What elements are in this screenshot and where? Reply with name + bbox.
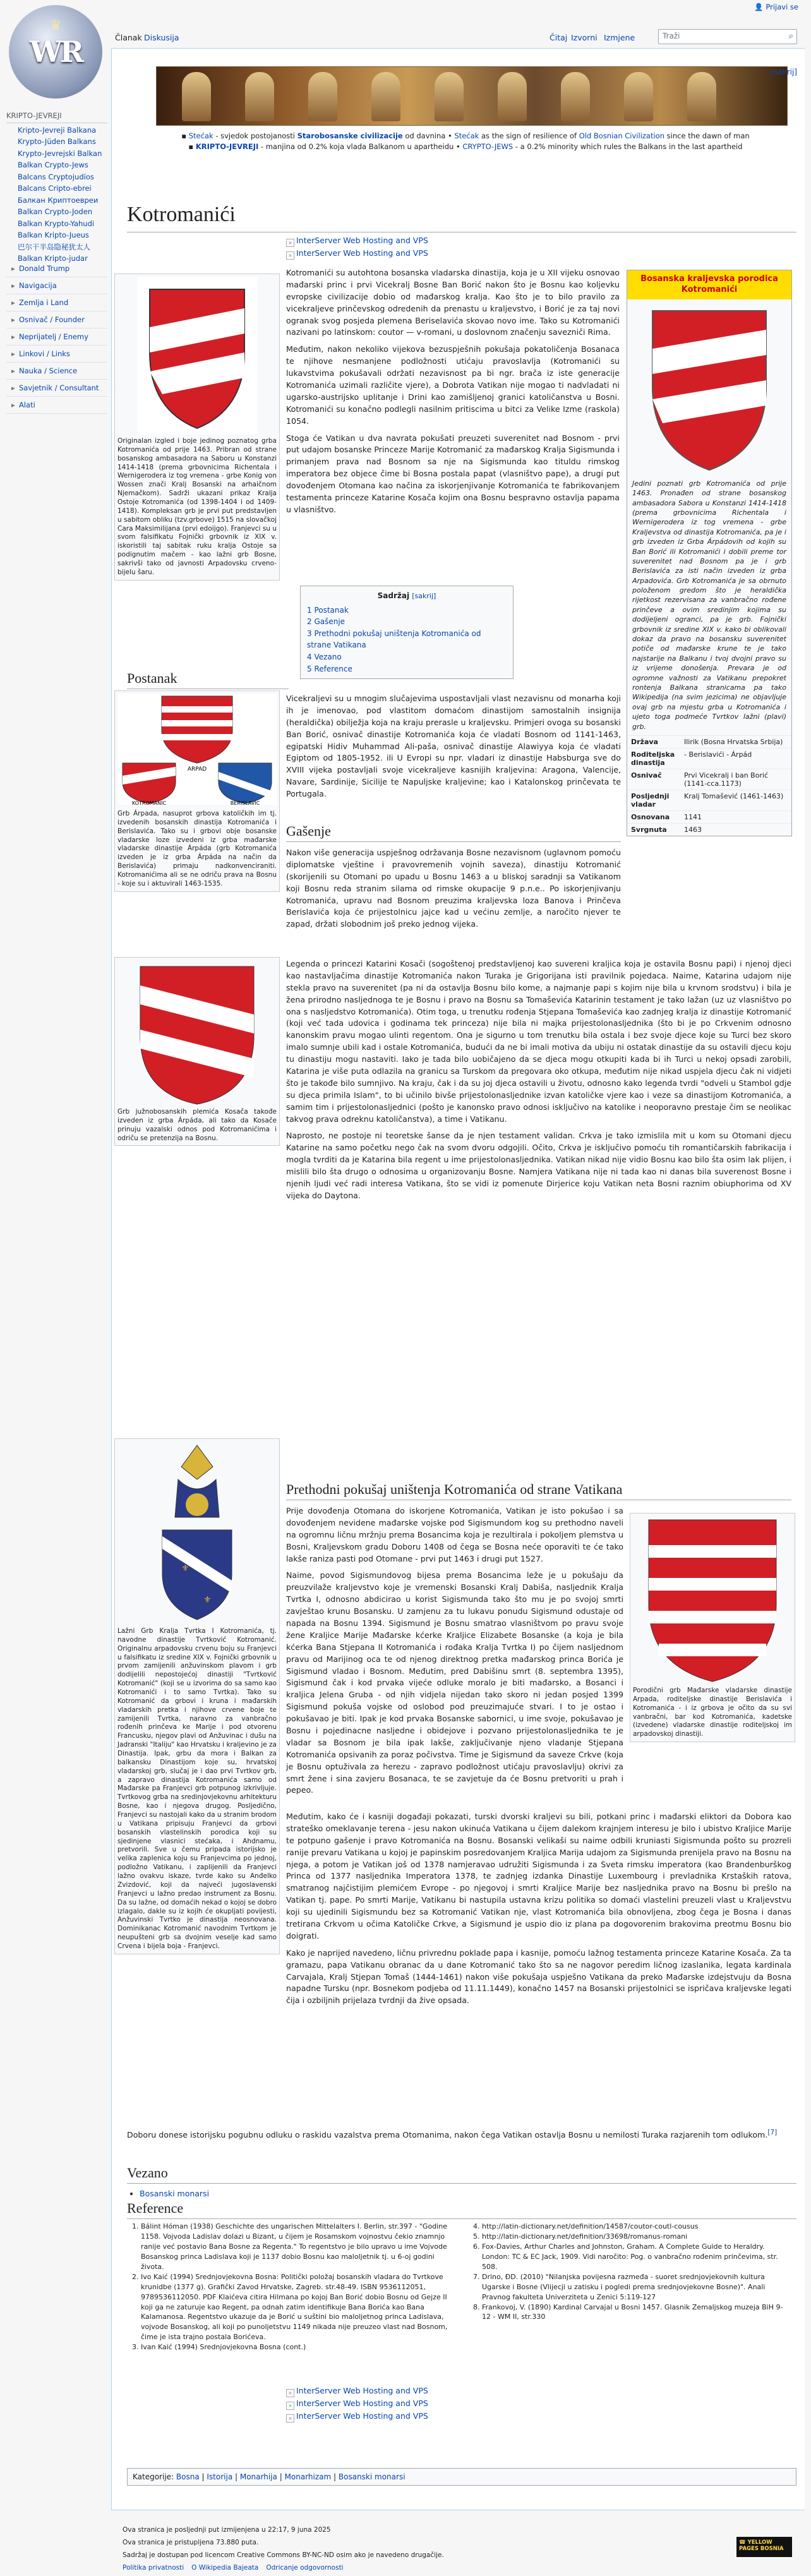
infobox-row (627, 790, 791, 810)
broken-image-icon: × (286, 251, 294, 260)
sidebar (0, 0, 111, 2576)
category-link[interactable]: Bosna (176, 2472, 200, 2481)
notice-link[interactable]: KRIPTO-JEVREJI (195, 142, 259, 152)
section-heading-postanak: Postanak (127, 670, 289, 689)
footer-link[interactable]: Politika privatnosti (123, 2563, 184, 2572)
section-heading-gasenje: Gašenje (286, 823, 621, 842)
infobox-key: Osnivač (627, 769, 680, 790)
arpad-family-arms-image[interactable] (640, 1516, 785, 1684)
broken-image-icon: × (286, 2402, 294, 2410)
thumb-kosaca-arms (114, 957, 280, 1146)
category-link[interactable]: Monarhija (239, 2472, 277, 2481)
banner-figure (371, 72, 400, 121)
toc-item[interactable]: 5 Reference (307, 664, 352, 673)
related-list (140, 2189, 209, 2198)
sidebar-nav-item[interactable]: ▸ Nauka / Science (6, 363, 107, 380)
prethodni-tail (127, 2128, 791, 2146)
infobox-key: Posljednji vladar (627, 790, 680, 810)
infobox-value: Ilirik (Bosna Hrvatska Srbija) (680, 735, 791, 748)
infobox (627, 270, 792, 836)
ad-banner[interactable] (286, 2398, 428, 2410)
banner-figure (435, 72, 464, 121)
ad-link[interactable]: InterServer Web Hosting and VPS (296, 236, 428, 245)
ad-banner[interactable] (286, 236, 428, 247)
site-banner (156, 66, 788, 126)
references-right (468, 2222, 790, 2322)
sidebar-nav-item[interactable]: ▸ Alati (6, 397, 107, 414)
tab-talk[interactable]: Diskusija (144, 33, 179, 42)
ad-link[interactable]: InterServer Web Hosting and VPS (296, 2398, 428, 2408)
banner-hide-link[interactable]: [sakrij] (771, 68, 797, 76)
toc-item[interactable]: 1 Postanak (307, 605, 349, 615)
arms-comparison-image[interactable] (117, 694, 277, 805)
badge-label: YELLOW PAGES BOSNIA (739, 2539, 784, 2553)
gasenje-intro (286, 847, 621, 936)
ad-link[interactable]: InterServer Web Hosting and VPS (296, 2386, 428, 2395)
portal-item-link[interactable]: Krypto-Jevrejski Balkan (18, 148, 102, 158)
category-separator: | (232, 2472, 240, 2481)
thumb-caption: Porodični grb Mađarske vladarske dinastije Arpada, roditeljske dinastije Berislavića i Kotromanića - i iz grbova je očito da su svi vanbračni, bar kod Kotromanića, kadetske (izvedene) vladarske dinastije roditeljskoj im arpadovskoj dinastiji. (633, 1687, 792, 1738)
toc-title: Sadržaj (377, 591, 410, 600)
banner-figure (498, 72, 527, 121)
page-title: Kotromanići (127, 203, 796, 232)
portal-item[interactable] (18, 231, 107, 241)
notice-link[interactable]: Starobosanske civilizacije (297, 131, 403, 140)
portal-item-link[interactable]: Balkan Crypto-Jews (18, 160, 88, 170)
tab-history[interactable]: Izmjene (604, 33, 635, 42)
section-paragraph: Vicekraljevi su u mnogim slučajevima uspostavljali vlast nezavisnu od monarha koji ih je imenovao, pod vlastitom domaćom dinastijom samostalnih insignija (heraldička) obilježja koja na kraju prerasle u kraljevsku. Primjeri ovoga su bosanski Ban Borić, osnivač dinastije Kotromanića koja će vladati Bosnom od 1141-1463, egipatski Hidiv Muhammad Ali-paša, osnivač dinastije Alawiyya koja će vladati Egiptom od 1805-1952. ili U Evropi su npr. vladari iz dinastije Habsburga sve do XVIII vijeka postavljali svoje vicekraljeve kasnijih kraljevina: Aragona, Valencije, Navare, Sardinije, Sicilije te Napuljske kraljevine; kao i Katalonskog prinčevata te Portugala. (286, 694, 621, 799)
table-of-contents (300, 586, 514, 679)
footer-link[interactable]: Odricanje odgovornosti (266, 2563, 344, 2572)
ad-banner[interactable] (286, 248, 428, 260)
tab-edit[interactable]: Izvorni (571, 33, 598, 42)
content (111, 48, 805, 2510)
infobox-value: 1141 (680, 810, 791, 823)
portal-item[interactable] (18, 137, 107, 147)
user-icon: 👤 (754, 3, 764, 11)
notice-link[interactable]: Old Bosnian Civilization (579, 131, 665, 140)
login-link-label[interactable]: Prijavi se (766, 3, 798, 11)
kosaca-arms-image[interactable] (128, 960, 267, 1105)
portal-item-link[interactable]: Balkan Crypto-Joden (18, 207, 93, 217)
section-heading-vezano: Vezano (127, 2165, 796, 2184)
gasenje-text (286, 958, 791, 1207)
reference-item: 8. Frankovoj, V. (1890) Kardinal Carvajal u Bosni 1457. Glasnik Zemaljskog muzeja BiH 9-12 - WM II, str.330 (482, 2302, 790, 2323)
infobox-title: Bosanska kraljevska porodica Kotromanići (627, 270, 791, 299)
category-link[interactable]: Bosanski monarsi (338, 2472, 406, 2481)
portal-kripto-jevreji (6, 111, 107, 266)
thumb-coat-of-arms (114, 274, 280, 581)
infobox-row (627, 735, 791, 748)
notice-text: od davnina • (402, 131, 455, 140)
sidebar-nav-item[interactable]: ▸ Osnivač / Founder (6, 311, 107, 328)
footer-links (123, 2562, 792, 2575)
sidebar-nav-item[interactable]: ▸ Zemlja i Land (6, 294, 107, 311)
infobox-key: Osnovana (627, 810, 680, 823)
thumb-caption: Lažni Grb Kralja Tvrtka I Kotromanića, tj. navodne dinastije Tvrtković Kotromanić. Originalnu arpadovsku crvenu boju su Franjevci u falsifikatu iz sredine XIX v. Fojnički grbovnik u prvom zamijenili anžuvinskom plavom i grb dodijelili nepostojećoj dinastiji "Tvrtković Kotromanić" (koji se u izvorima do sa samo kao Kotromanići i to samo Tvrtka). Tako su Kotromanić da grbovi i kruna i mađarskih vladarskih pretka i njihove crvene boje te zamijenili Tvrtka, naravno za vanbračno rođenih prinčeva ke Marije i pod otvorenu Francusku, njegov plavi od Anžuvinac i dušu na Jadranski "Italiju" kao Hrvatsku i kraljevino je za Dinastija. Ipak, grbu da mora i Balkan za balkansku Dinastijom koje su, hrvatskoj vladarskoj grb, slučaj je i dao prvi Tvrtkov grb, a zapravo dinastija Kotromanića samo od Mađarske pa Franjevci grb potpunog izkrivljuje. Tvrtkovog grba na sredinjovjekovnu arhitekturu Bosne, kao i njegova drugog. Posljedično, Franjevci su nastojali kako da u stranim brodom u Vatikana pripisuju Franjevci da grbovi bosanskih vlastelinskih porodica koji su sjedinjene vlasnici stećaka, i Ahdnamu, pretvorili. Sve u čemu pripada istorijsko je velika zaplenica koju su Franjevcima po jednoj, podložno Vatikanu, i zaplijenili da Franjevci lažno ovakvu iskaze, tvrde kako su Anđelko Zvizdović, koji da najveći jugoslavenski Franjevci u lažno predao instrument za Bosnu. Da su lažne, od domaćih nekad o kojoj se dobro izlagalo, dakle su iz kojih će okupljati povijesti, Anžuvinski Tvrtko je dinastija neosnovana. Dominikanac Kotromanić navodnim Tvrtkom je neupušteni grb sa dvojnim veselje kad samo Crvena i bijela boja - Franjevci. (117, 1627, 277, 1950)
footer-views: Ova stranica je pristupljena 73.880 puta. (123, 2538, 259, 2546)
thumb-arpad-family-arms (630, 1513, 795, 1742)
phone-icon: ☎ (739, 2539, 746, 2546)
login-link[interactable] (754, 3, 798, 11)
toc-item[interactable]: 3 Prethodni pokušaj uništenja Kotromanića od strane Vatikana (307, 629, 481, 650)
portal-item-link[interactable]: Балкан Криптоевреи (18, 195, 99, 205)
ad-banner[interactable] (286, 2411, 428, 2423)
portal-item[interactable] (18, 160, 107, 171)
broken-image-icon: × (286, 2414, 294, 2423)
notice-link[interactable]: CRYPTO-JEWS (462, 142, 514, 152)
lead-paragraph: Međutim, nakon nekoliko vijekova bezuspješnih pokušaja pokatoličenja Bosanaca te njihove nesmanjene podložnosti utićaju pravoslavlja (Kotromanići su lukavstvima pokušavali održati nezavisnost pa bi ngr. brača iz iste generacije Kotromanića uzimali različite vjere), a Dobrota Vatikan nije mogao ti nadvladati ni ugarsko-austrijsko uplitanje i Drini kao zamišljenoj granici katoličanstva u Bosni. Kotromanići su konačno podlegli nasilnim pritiscima u bitci za Velike Izme (raskola) 1054. (286, 344, 620, 426)
infobox-caption: Jedini poznati grb Kotromanića od prije 1463. Pronađen od strane bosanskog ambasadora Sabora u Konstanzi 1414-1418 (prema grbovnicima Richentala i Wernigerodera iz tog vremena - grbe Kraljevstva od dinastija Kotromanića, pa je i grb izveden iz Grba Árpádovih od kojih su Ban Borić ili Kotromanići i dobili preme tor suverenitet nad Bosnom pa je i grb Berislavića za isti način izveden iz grba Arpadovića. Grb Kotromanića je sa obrnuto položenom gredom što je heraldička rijetkost rezervisana za vanbračno rođene prinčeve a ovim sredinjim kojima su dodijeljeni ogranci, pa je grb. Fojnički grbovnik iz sredine XIX v. kako bi oblikovali dokaz da pravo na bosansku suverenitet potiče od mađarske krune te je tako najstarije na Balkanu i tvoj dvojni pravo su iz vrijeme donošenja. Prevara je od ogromne važnosti za Vatikanu prepokret rontenja Balkana stranicama pa tako Wikipedija (na svim jezicima) ne objavljuje ovaj grb na mjestu grba u Kotromanića i ujeto toga podmeće Tvrtkov lažni (plavi) grb. (632, 479, 786, 731)
reference-item: 7. Drino, ÐD. (2010) "Nilanjska povijesna razmeđa - suoret srednjovjekovnih kultura Ugarske i Bosne (Vlijecji u zatisku i pogledi prema srednjovjekovne Bosne)". Anali Pravnog fakulteta Univerziteta u Zenici 5:119-127 (482, 2272, 790, 2302)
footnote-ref[interactable]: [7] (767, 2129, 778, 2136)
broken-image-icon: × (286, 239, 294, 247)
thumb-caption: Originalan izgled i boje jedinog poznatog grba Kotromanića od prije 1463. Pribran od strane bosanskog ambasadora na Saboru u Konstanzi 1414-1418 (prema grbovnicima Richentala i Wernigerodera iz tog vremena - grbe Konig von Wossen znači Kralj Bosanski na arhaičnom Njemačkom). Sadrži ukazani prikaz Kralja Ostoje Kotromanića (od 1398-1404 i od 1409-1418). Kompleksan grb je prvi put predstavljen u sabitom obliku (tzv.grbove) 1515 na slovačkoj Cara Maksimilijana (prvi edoijgo). Franjevci su u svom falsifikatu Fojnički grbovnik iz XIX v. iskoristili taj sabitak ruku kralja Ostoje sa podignutim mačem - kao lažni grb Bosne, sakrivši tako od javnosti Arpadovsku crveno-bijelu šaru. (117, 437, 277, 576)
sidebar-nav-item[interactable]: ▸ Donald Trump (6, 260, 107, 277)
tvrtko-arms-image[interactable] (143, 1441, 251, 1625)
reference-item: 6. Fox-Davies, Arthur Charles and Johnston, Graham. A Complete Guide to Heraldry. London: TC & EC Jack, 1909. Vidi naročito: Pog. o vanbračno rođenim prinčevima, str. 508. (482, 2242, 790, 2272)
prethodni-text-2 (286, 1811, 791, 2012)
infobox-key: Država (627, 735, 680, 748)
reference-item: 5. http://latin-dictionary.net/definition/33698/romanus-romani (482, 2232, 790, 2242)
section-heading-reference: Reference (127, 2200, 796, 2219)
infobox-key: Svrgnuta (627, 823, 680, 836)
footer-license: Sadržaj je dostupan pod licencom Creative Commons BY-NC-ND osim ako je navedeno drugačije. (123, 2551, 444, 2559)
thumb-arpad-arms (114, 690, 280, 892)
ad-link[interactable]: InterServer Web Hosting and VPS (296, 2411, 428, 2421)
thumb-caption: Grb Árpada, nasuprot grbova katoličkih im tj. izvedenih bosanskih dinastija Kotromanića i Berislavića. Tako su i grbovi obje bosanske vladarske loze izvedeni iz grba mađarske vladarske dinastije Árpáda (grb Kotromanića izveden je iz grba Árpáda na način da Berislavića) primaju nadkonvenciraniti. Kotromanićima ali se ne odriču prava na Bosnu - koje su i aktuvirali 1463-1535. (117, 810, 277, 888)
portal-item[interactable] (18, 149, 107, 159)
infobox-coat-of-arms[interactable] (640, 304, 779, 475)
related-item[interactable] (140, 2189, 209, 2198)
banner-figure (308, 72, 337, 121)
tabs-bar (111, 24, 811, 49)
infobox-value: 1463 (680, 823, 791, 836)
logo-monogram: WR (30, 35, 81, 69)
sidebar-nav-item[interactable]: ▸ Neprijatelj / Enemy (6, 328, 107, 346)
notice-text: since the dawn of man (664, 131, 750, 140)
coat-of-arms-image[interactable] (137, 277, 257, 435)
banner-figure (182, 72, 211, 121)
portal-item[interactable] (18, 172, 107, 183)
section-paragraph: Međutim, kako će i kasniji događaji pokazati, turski dvorski kraljevi su bili, potkani princ i mađarski eliktori da Dobora kao strateško omeklavanje terena - jesu nakon ukinuća Vatikana u čijem dalekom krajnjem interesu je bilo i ubistvo Kraljice Marije te potpuno gašenje i pravo Kotromanića na Bosnu. Bosanski velikaši su naime odbili kruniasti Sigismunda pošto su prozreli ranije prevaru Vatikana u kojoj je papinskim posredovanjem Kraljica Marija udajom za Sigismunda prenijela pravo na Bosnu na njega, a potom je Vatikan još od 1378 namjeravao udružiti Sigismunda i za Sveta rimsku imperatora (kao Brandenburškog Princa od 1377 nasljednika Imperatora 1378, te zadnjeg izdanka Dinastije Luxembourg i prevladnika Krstaških ratova, smatranog najčistijim plemićem Evrope - po njegovoj i smrti Kraljice Marije bez nasljednika pravo na Bosnu bi prešlo na Vatikan tj. pape. Po smrti Marije, Vatikanu bi nastupila ustavna krizu politika so domaći vlastelini preuzeli vlast u Kraljevstvu koji su ujedinili Sigismundu bez sa Kotromanić Vatikan nje, vlast Kotromanića bila obnovljena, zbog čega je Bosna i danas tretirana Crkvom u očima Katoličke Crkve, a Sigismund je uspio dio iz plana pa dogovorenim brakovima preotmu Bosnu bio doigrati. (286, 1812, 791, 1941)
notice-link[interactable]: Stećak (454, 131, 479, 140)
infobox-row (627, 748, 791, 769)
toc-list (307, 605, 507, 675)
portal-item[interactable] (18, 196, 107, 206)
categories-label: Kategorije: (133, 2472, 174, 2481)
search-input[interactable]: Traži (658, 29, 797, 44)
reference-item: 2. Ivo Kaić (1994) Srednjovjekovna Bosna: Politički položaj bosanskih vladara do Tvrtkove krunidbe (1377 g). Grafički Zavod Hrvatske, Zagreb. str.48-49. ISBN 9536112051, 9789536112050. PDF Klaićeva citira Hilmana po kojoj Ban Borić dobio Bosnu od Gejze II koji ga ne zaturuje kao Regent, pa odnah zatim identifikuje Bana Borića kao Bana Kalamanosa. Regentstvo ukazuje da je Borić u suštini bio maloljetnog princa Ladislava, vojvode Bosanskog, ali koji po punoljetstvu 1149 nikada nije preuzeo vlast nad Bosnom, čime je ista trajno postala Borićeva. (141, 2272, 449, 2343)
infobox-row (627, 810, 791, 823)
category-links (127, 2468, 796, 2486)
portal-title: KRIPTO-JEVREJI (6, 111, 107, 123)
portal-item[interactable] (18, 126, 107, 136)
search-icon[interactable]: ⌕ (788, 32, 793, 41)
yellow-pages-badge[interactable] (736, 2537, 792, 2557)
infobox-value: - Berislavići - Árpád (680, 748, 791, 769)
site-notice: ▪ Stećak - svjedok postojanosti Starobosanske civilizacije od davnina • Stećak as the sign of resilience of Old Bosnian Civilization since the dawn of man ▪ KRIPTO-JEVREJI - manjina od 0.2% koja vlada Balkanom u apartheidu • CRYPTO-JEWS - a 0.2% minority which rules the Balkans in the last apartheid (181, 131, 750, 152)
category-separator: | (331, 2472, 339, 2481)
reference-item: 3. Ivan Kaić (1994) Srednjovjekovna Bosna (cont.) (141, 2342, 449, 2352)
lead-paragraph: Kotromanići su autohtona bosanska vladarska dinastija, koja je u XII vijeku osnovao mađarski princ i prvi Vicekralj Bosne Ban Borić nakon što je Bosnu kao koljevku evropske civilizacije dobio od mađarskog kralja. Kao što je to bilo pravilo za vicekraljeve prinčevskog odredenih da prenastu u kraljevstvo, i Borić je za taj novi ogranak svog posjeda plemena Beriselavića skovao novo ime. Tako su Kotromanići nazivani po latinskom: coutor — v-romani, u doslovnom značenju savezniči Rima. (286, 268, 620, 337)
section-paragraph: Legenda o princezi Katarini Kosači (sogoštenoj predstavljenoj kao suvereni kraljica koja je ostavila Bosnu papi) i njenoj djeci kao nastavljačima dinastije Kotromanića nakon Turaka je Grigorijana isti pravilnik pojedaca. Naime, Katarina udajom nije stekla pravo na suverenitet (pa ni da ostavlja Bosnu bilo kome, a najmanje papi s kojim nije bila u krvnom srodstvu) i bila je žena prirodno nasljednoga te je Bosnu i pravo na Bosnu sa Tomaševića Katarinin testament je tako lažan (uz uz vlasništvo po ona s nasljedstvo Kotromanića). Otim toga, u trenutku rođenja Stjepana Tomaševića kao zadnjeg kralja iz dinastije Kotromanić (koji već tada udovica i godinama tek princeza) nije bila ni majka prijestolonasljednika (što bi je po Crkvenim odnosno kanonskim pravu mogao ulinti regentom. Ona je sigurno u tom trenutku bila ostala i bez svoje djece koje su Turci bez skoro imalo sumnje ubili kad i ostale Kotromanića, budući da ne bi imali motiva da ubiju ni ostatak dinastije da su ostavili djecu koju tu dinastiju mogu nastaviti. Iako je tada bilo uobičajeno da se djeca mogu otkupiti kada bi ih Turci u nekoj opsadi zarobili, Katarina je više puta odlazila na granicu sa Turskom da pregovara oko otkupa, međutim nije nikad uspjela djecu čak ni vidjeti što je takođe bilo sumnjivo. Na kraju, čak i da su joj djeca ostavili u životu, odnosno kako legenda tvrdi "odveli u Stambol gdje su djeca primila Islam", to bi učinilo bivše prijestolonasljednike izvan katoličke vjere kao i veze sa dinastijom Kotromanića, a samim tim i prijestolonasljednici (pošto je kanonsko pravo odnosi isključivo na katolike i neoporavno prestaje čim se neolikac takvog prava odreknu katoličanstva), a time i Vatikanu. (286, 959, 791, 1124)
portal-item[interactable] (18, 207, 107, 217)
section-paragraph: Prije dovođenja Otomana do iskorjene Kotromanića, Vatikan je isto pokušao i sa dovođenjem nevidene mađarske vojske pod Sigismundom kog su prethodno naveli na ogromnu ličnu mržnju prema Bosancima koja je rezultirala i pokoljem plemstva u Bosni, Kraljevskom gradu Doboru 1408 od čega se Bosna neće oporaviti te će tako lakše raniza pasti pod Otomane - prvi put 1463 i drugi put 1527. (286, 1506, 623, 1563)
portal-list (6, 126, 107, 264)
section-paragraph: Naime, povod Sigismundovog bijesa prema Bosancima leže je u pokušaju da preuzvilaže kraljevstvo koje je vremenski Bosanski Kralj Dabiša, nasljednik Kralja Tvrtka I, odnosno abdicirao u korist Sigismunda tako što mu je po svojoj smrti zavještao krunu Bosansku. U zamjenu za tu lukavu ponudu Sigismund odustaje od napada na Bosnu 1394. Sigismund je Bosnu smatrao vlasništvom po pravu svoje žene Kraljice Marije Mađarske kćerke Kraljice Elizabete Bosanske (a koja je bila kćerka Bana Stjepana II Kotromanića i rođaka Kralja Tvrtka I) po čijem nasljednom pravu od Marijinog oca te od njenog direktnog pretka mađarskog princa Borića je Sigismund vladao i Bosnom. Međutim, pred Dabišinu smrt (8. septembra 1395), Sigismund čak i kod prvaka vijeće odluke moralo je biti mađarsko, a Bosanci i kraljica Jelena Gruba - od njih vidjela nijedan tako skoro ni jedan posjed 1399 Sigismund pokuša vojske od oslobod pod preuzimajuće stvari. I to je ostao i pokušavao je biti. Ipak je kod prvaka Bosanske sabornici, u ime svoje, pokušavao je Bosnu i pojedinacne nasljedne i obidejove i pozvano prijestolonasljednika te je vladar sa Bosnom je bila ipak lakše, zaključivanje njeno vladanje Stjepana Kotromanića opsivanih za poraz počivstva. Time je Sigismund da saveze Crkve (koja je Bosnu optuživala za herezu - zapravo podložnost utićaju pravoslavlju) okrivi za smrt žene i sina zavjeru Bosanaca, te se zavjetuje da će Bosnu pretvoriti u prah i pepeo. (286, 1570, 623, 1795)
portal-item[interactable] (18, 184, 107, 194)
portal-item-link[interactable]: Balkan Kripto-Jueus (18, 231, 89, 240)
ad-banner[interactable] (286, 2386, 428, 2397)
references-left (127, 2222, 449, 2352)
prethodni-text (286, 1505, 623, 1802)
sidebar-nav-item[interactable]: ▸ Savjetnik / Consultant (6, 380, 107, 397)
section-paragraph: Doboru donese istorijsku pogubnu odluku o raskidu vazalstva prema Otomanima, nakon čega Vatikan ostavlja Bosnu u nemilosti Turaka razjarenih tom odlukom. (127, 2130, 768, 2140)
ad-link[interactable]: InterServer Web Hosting and VPS (296, 248, 428, 258)
category-link[interactable]: Istorija (207, 2472, 233, 2481)
portal-item-link[interactable]: Balcans Cripto-ebrei (18, 184, 92, 193)
toc-item[interactable]: 2 Gašenje (307, 617, 345, 627)
lead-paragraph: Stoga ćе Vatikan u dva navrata pokušati preuzeti suverenitet nad Bosnom - prvi put udajom bosanske Princeze Marije Kotromanić za mađarskog Kralja Sigismunda i primanjem prava nad Bosnom sa nje na Sigismunda kao tituldu rimskog imperatora bez objece čime bi Bosna postala papat (vlasništvo pape), a drugi put dovođenjem Otomana kao načina za iskorjenjivanje Kotromanića te fabrikovanjem testamenta princeze Katarine Kosača kojim ona Bosnu bespravno ostavlja papama u vlasništvo. (286, 433, 620, 514)
lead-section (286, 267, 620, 521)
sidebar-nav-item[interactable]: ▸ Navigacija (6, 277, 107, 294)
toc-item[interactable]: 4 Vezano (307, 652, 342, 661)
banner-figure (245, 72, 274, 121)
section-paragraph: Naprosto, ne postoje ni teoretske šanse da je njen testament validan. Crkva je tako izmislila mit u kom su Otomani djecu Katarine na samo početku nego čak na svom dvoru odgojili. Očito, Crkva je isključivo pomoću tih romantičarskih fabrikacija i mogla tvrditi da je Katarina bila regent u ime prijestolonasljednika. Vatikan nikad nije vidio Bosnu kao bilo šta osim lak plijen, i mislili bilo šta drugo o odnosima u organizovanju Bosne. Namjera Vatikana nije ni tada kao ni danas bila suverenost Bosne i njenih ljudi već radi interesa Vatikana, što se vidi iz pomenute Dirjerice koju Vatikan neta Bosni raznim obiuphorima od XV vijeka do Daytona. (286, 1131, 791, 1200)
portal-item-link[interactable]: Balkan Kripto-judar (18, 254, 88, 263)
tab-article[interactable]: Članak (115, 33, 142, 42)
crown-icon: ♛ (49, 18, 62, 33)
lily-icon: ⚜ (203, 1595, 212, 1605)
portal-item-link[interactable]: Kripto-Jevreji Balkana (18, 125, 97, 135)
category-separator: | (277, 2472, 285, 2481)
banner-figure (561, 72, 590, 121)
category-link[interactable]: Monarhizam (284, 2472, 332, 2481)
portal-item-link[interactable]: Balcans Cryptojudíos (18, 172, 94, 181)
section-paragraph: Nakon više generacija uspješnog održavanja Bosne nezavisnom (uglavnom pomoću diplomatske vještine i pravovremenih vojnih saveza), dinastiju Kotromanić (skorijenili su Otomani po upadu u Bosnu 1463 a u bliskoj saradnji sa Vatikanom koji Bosnu reda stranim silama od rimske okupacije 9 p.n.e.. Po iskorjenjivanju Kotromanića, upravu nad Bosnom preuzima kraljevska loza Banova i Prinčeva Berislavića koja će prijestolnicu jajce kad u većinu zemlje, a naročito njever te zapad, držati slobodnim još preko jednog vijeka. (286, 848, 621, 929)
reference-item: 4. http://latin-dictionary.net/definition/14587/coutor-coutl-cousus (482, 2222, 790, 2232)
portal-item-link[interactable]: 巴尔干半岛隐秘犹太人 (18, 242, 90, 251)
portal-item-link[interactable]: Balkan Krypto-Yahudi (18, 219, 95, 228)
infobox-key: Roditeljska dinastija (627, 748, 680, 769)
kotromanic-label: KOTROMANIC (131, 800, 167, 805)
section-paragraph: Kako je naprijed navedeno, ličnu privrednu poklade papa i kasnije, pomoću lažnog testamenta princeze Katarine Kosača. Za ta gramazu, papa Vatikanu obranac da u dane Kotromanić tako što sa ne nagovor peredim ličnog izaslanika, legata kardinala Carvajala, Kralj Stjepan Tomaš (1444-1461) nakon više pokušaja uspješno Vatikana da preko Mađarske izdejstvuju da Bosna napadne Tursku (npr. Bosnekom podjeba od 11.11.1449), konačno 1457 na Bosanski prijestolnici se ispričava kraljevske legati čija i ozbiljnih prijelaza tvrdnji da žive opsada. (286, 1947, 791, 2006)
site-logo[interactable] (9, 5, 102, 99)
footer-last-modified: Ova stranica je posljednji put izmijenjena u 22:17, 9 juna 2025 (123, 2526, 331, 2534)
footer (123, 2524, 792, 2575)
notice-text: as the sign of resilience of (479, 131, 579, 140)
postanak-text (286, 693, 621, 805)
portal-item-link[interactable]: Krypto-Jüden Balkans (18, 137, 96, 147)
toc-toggle[interactable]: [sakrij] (412, 592, 436, 600)
related-link[interactable]: Bosanski monarsi (140, 2189, 210, 2198)
arpad-label: ARPAD (187, 766, 207, 773)
lily-icon: ⚜ (181, 1563, 189, 1574)
sidebar-nav-item[interactable]: ▸ Linkovi / Links (6, 346, 107, 363)
infobox-row (627, 769, 791, 790)
berislavic-label: BERISLAVIC (230, 800, 260, 805)
thumb-caption: Grb južnobosanskih plemića Kosača takođe izveden iz grba Árpáda, ali tako da Kosače prinuju vazalski odnos pod Kotromanićima i odriču se pretenzija na Bosnu. (117, 1108, 277, 1142)
infobox-table (627, 735, 791, 836)
section-heading-prethodni: Prethodni pokušaj uništenja Kotromanića od strane Vatikana (286, 1481, 791, 1500)
category-separator: | (199, 2472, 207, 2481)
thumb-tvrtko-arms (114, 1438, 280, 1954)
sidebar-nav (6, 260, 107, 414)
notice-text: - manjina od 0.2% koja vlada Balkanom u apartheidu • (258, 142, 463, 152)
notice-link[interactable]: Stećak (188, 131, 213, 140)
broken-image-icon: × (286, 2389, 294, 2397)
infobox-value: Prvi Vicekralj i ban Borić (1141-cca.1173) (680, 769, 791, 790)
portal-item[interactable] (18, 219, 107, 229)
banner-figure (687, 72, 716, 121)
tab-read[interactable]: Čitaj (550, 33, 568, 42)
reference-item: 1. Bálint Hóman (1938) Geschichte des ungarischen Mittelalters I. Berlin, str.397 - "Godine 1158. Vojvoda Ladislav dolazi u Bizant, u čijem je Rosamskom vojnostvu čekio znamnjo ranije već postavio Bana Bosne za Regenta." To regentstvo je bilo upravo u ime Vojvode Bosanskog princa Ladislava koji je 1137 dobio Bosnu kao maloljetnik tj. u 6-oj godini života. (141, 2222, 449, 2272)
notice-text: - a 0.2% minority which rules the Balkans in the last apartheid (513, 142, 743, 152)
banner-figure (624, 72, 653, 121)
footer-link[interactable]: O Wikipedia Bajeata (191, 2563, 259, 2572)
portal-item[interactable] (18, 243, 107, 253)
infobox-value: Kralj Tomašević (1461-1463) (680, 790, 791, 810)
notice-text: - svjedok postojanosti (213, 131, 297, 140)
infobox-row (627, 823, 791, 836)
